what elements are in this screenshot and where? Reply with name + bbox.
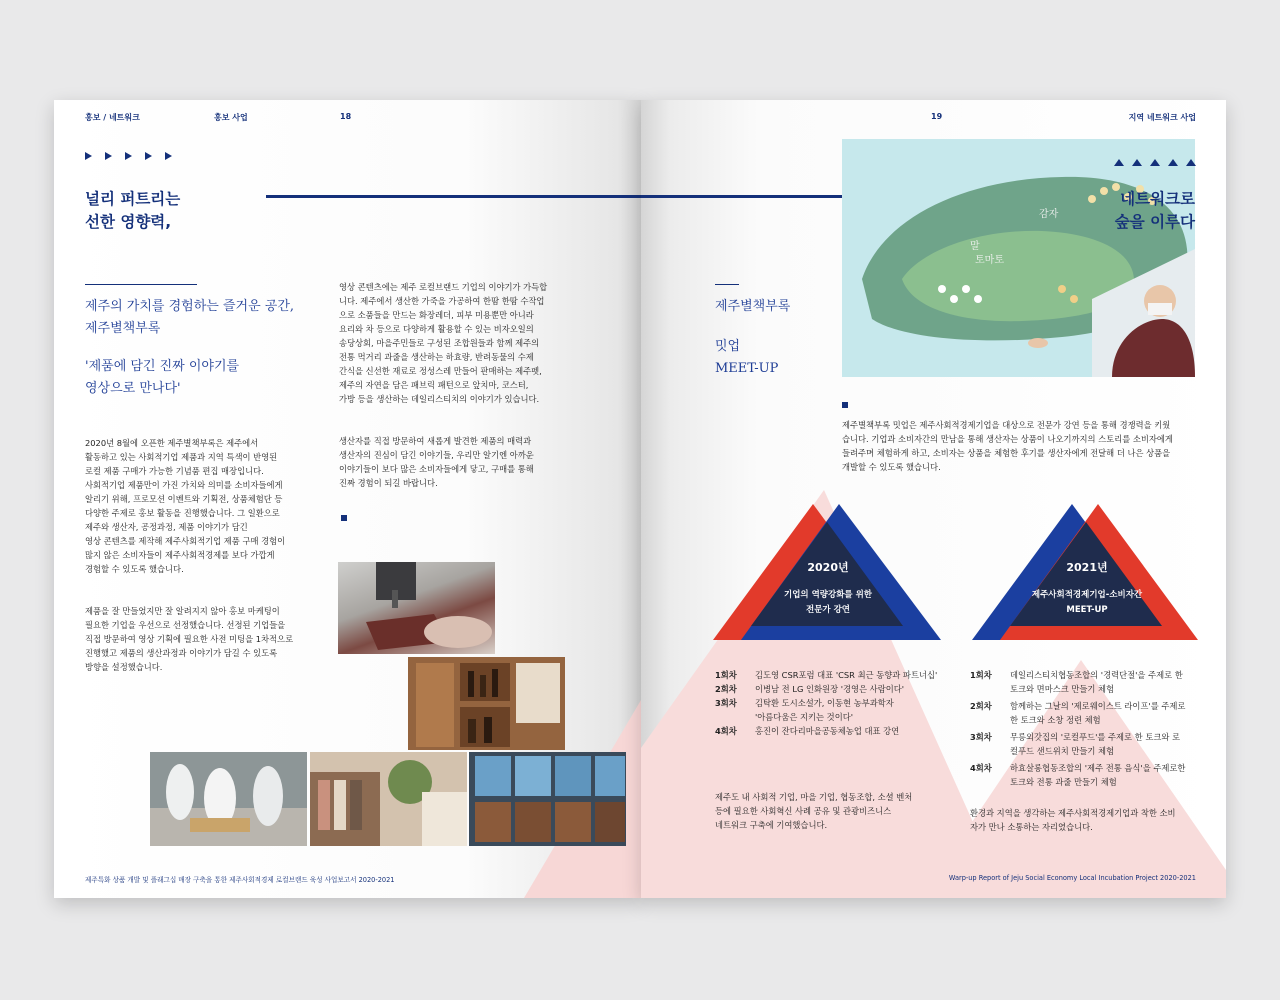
- sewing-leather-photo: [338, 562, 495, 654]
- arrow-right-icon: [125, 152, 132, 160]
- product-shelf-photo: [408, 657, 565, 750]
- arrow-decoration: [85, 152, 172, 160]
- arrow-up-icon: [1168, 159, 1178, 166]
- section-subtitle: 제주별책부록: [715, 299, 791, 314]
- arrow-up-icon: [1150, 159, 1160, 166]
- map-label: 말: [970, 241, 980, 252]
- arrow-right-icon: [165, 152, 172, 160]
- map-label: 감자: [1039, 209, 1059, 220]
- product-packages-photo: [469, 752, 626, 846]
- session-item: 2회차 함께하는 그날의 '제로웨이스트 라이프'를 주제로 한 토크와 소창 정련 체험: [970, 701, 1186, 725]
- pyramid-year: 2020년: [807, 561, 849, 574]
- summary-2020: 제주도 내 사회적 기업, 마을 기업, 협동조합, 소셜 벤처 등에 필요한 사회혁신 사례 공유 및 관광비즈니스 네트워크 구축에 기여했습니다.: [715, 792, 913, 830]
- pyramid-2021: [972, 504, 1202, 640]
- session-item: 3회차 김탁환 도시소설가, 이동현 농부과학자 '아름다움은 지키는 것이다': [715, 698, 894, 722]
- page-headline: 네트워크로 숲을 이루다: [1114, 190, 1195, 231]
- header-section: 지역 네트워크 사업: [1128, 113, 1196, 122]
- header-section: 홍보 / 네트워크: [85, 113, 140, 122]
- page-number: 18: [340, 112, 352, 121]
- section-quote: '제품에 담긴 진짜 이야기를 영상으로 만나다': [85, 359, 240, 396]
- headline-line: 선한 영향력,: [85, 213, 172, 231]
- kitchen-workers-photo: [150, 752, 307, 846]
- session-item: 2회차 이병남 전 LG 인화원장 '경영은 사람이다': [715, 684, 905, 694]
- arrow-right-icon: [145, 152, 152, 160]
- column2-paragraph1: 영상 콘텐츠에는 제주 로컬브랜드 기업의 이야기가 가득합 니다. 제주에서 생산한 가죽을 가공하여 한땀 한땀 수작업 으로 소품들을 만드는 화장레더, 피부 미용뿐만 아니라 요리와 차 등으로 다양하게 활용할 수 있는 비자오일의 송당상회, 마을주민들로 구성된 조합원들과 함께 제주의 전통 먹거리 과줄을 생산하는 하효량, 반려동물의 수제 간식을 신선한 재료로 정성스레 만들어 판매하는 제주펫, 제주의 자연을 담은 패브릭 패턴으로 앞치마, 코스터, 가방 등을 생산하는 데일리스티치의 이야기가 있습니다.: [339, 282, 548, 404]
- headline-line: 널리 퍼트리는: [85, 190, 181, 208]
- page-headline: [85, 188, 180, 234]
- right-footer: Warp-up Report of Jeju Social Economy Local Incubation Project 2020-2021: [948, 874, 1196, 882]
- sessions-2021-list: [970, 668, 1210, 789]
- jeju-map-photo: [842, 139, 1195, 377]
- column1-paragraph2: 제품을 잘 만들었지만 잘 알려지지 않아 홍보 마케팅이 필요한 기업을 우선으로 선정했습니다. 선정된 기업들을 직접 방문하여 영상 기획에 필요한 사전 미팅을 1차적으로 진행했고 제품의 생산과정과 이야기가 담길 수 있도록 방향을 설정했습니다.: [85, 606, 294, 672]
- page-number: 19: [931, 112, 943, 121]
- session-item: 3회차 무릉외갓집의 '로컬푸드'를 주제로 한 토크와 로 컬푸드 샌드위치 만들기 체험: [970, 732, 1181, 756]
- pyramid-title: 기업의 역량강화를 위한 전문가 강연: [783, 590, 873, 615]
- arrow-right-icon: [105, 152, 112, 160]
- sessions-2020-list: [715, 668, 945, 738]
- arrow-decoration: [1114, 159, 1196, 166]
- meetup-title: 밋업 MEET-UP: [715, 339, 779, 376]
- section-rule: [85, 284, 197, 285]
- column2-paragraph2: 생산자를 직접 방문하여 새롭게 발견한 제품의 매력과 생산자의 진심이 담긴 이야기들, 우리만 알기엔 아까운 이야기들이 보다 많은 소비자들에게 닿고, 구매를 통해 진짜 경험이 되길 바랍니다.: [339, 436, 534, 488]
- session-item: 4회차 하효살롱협동조합의 '제주 전통 음식'을 주제로한 토크와 전통 과줄 만들기 체험: [970, 763, 1186, 787]
- left-page: [54, 100, 641, 898]
- map-label: 토마토: [975, 255, 1004, 266]
- meetup-intro: 제주별책부록 밋업은 제주사회적경제기업을 대상으로 전문가 강연 등을 통해 경쟁력을 키웠 습니다. 기업과 소비자간의 만남을 통해 생산자는 상품이 나오기까지의 스토리를 소비자에게 들려주며 체험하게 하고, 소비자는 상품을 체험한 후기를 생산자에게 전달해 더 나은 상품을 개발할 수 있도록 했습니다.: [842, 420, 1173, 472]
- left-footer: 제주특화 상품 개발 및 플래그십 매장 구축을 통한 제주사회적경제 로컬브랜드 육성 사업보고서 2020-2021: [85, 876, 395, 884]
- arrow-up-icon: [1114, 159, 1124, 166]
- right-page: [641, 100, 1226, 898]
- connector-line: [266, 195, 641, 198]
- summary-2021: 환경과 지역을 생각하는 제주사회적경제기업과 착한 소비 자가 만나 소통하는 자리였습니다.: [970, 808, 1176, 832]
- session-item: 4회차 홍진이 잔다리마을공동체농업 대표 강연: [715, 726, 900, 736]
- session-item: 1회차 데일리스티치협동조합의 '경력단절'을 주제로 한 토크와 면마스크 만들기 체험: [970, 670, 1183, 694]
- header-subsection: 홍보 사업: [214, 113, 248, 122]
- pyramid-2020: [713, 504, 943, 640]
- arrow-up-icon: [1132, 159, 1142, 166]
- session-item: 1회차 김도영 CSR포럼 대표 'CSR 최근 동향과 파트너십': [715, 670, 938, 680]
- store-interior-photo: [310, 752, 467, 846]
- arrow-up-icon: [1186, 159, 1196, 166]
- pyramid-year: 2021년: [1066, 561, 1108, 574]
- square-bullet-icon: [842, 402, 848, 408]
- section-rule: [715, 284, 739, 285]
- section-subtitle: 제주의 가치를 경험하는 즐거운 공간, 제주별책부록: [85, 299, 295, 336]
- column1-paragraph1: 2020년 8월에 오픈한 제주별책부록은 제주에서 활동하고 있는 사회적기업 제품과 지역 특색이 반영된 로컬 제품 구매가 가능한 기념품 편집 매장입니다. 사회적기업 제품만이 가진 가치와 의미를 소비자들에게 알리기 위해, 프로모션 이벤트와 기획전, 상품체험단 등 다양한 주제로 홍보 활동을 진행했습니다. 그 일환으로 제주와 생산자, 공정과정, 제품 이야기가 담긴 영상 콘텐츠를 제작해 제주사회적기업 제품 구매 경험이 많지 않은 소비자들이 제주사회적경제를 보다 가깝게 경험할 수 있도록 했습니다.: [85, 438, 286, 574]
- arrow-right-icon: [85, 152, 92, 160]
- pyramid-title: 제주사회적경제기업-소비자간 MEET-UP: [1031, 590, 1143, 615]
- square-bullet-icon: [341, 515, 347, 521]
